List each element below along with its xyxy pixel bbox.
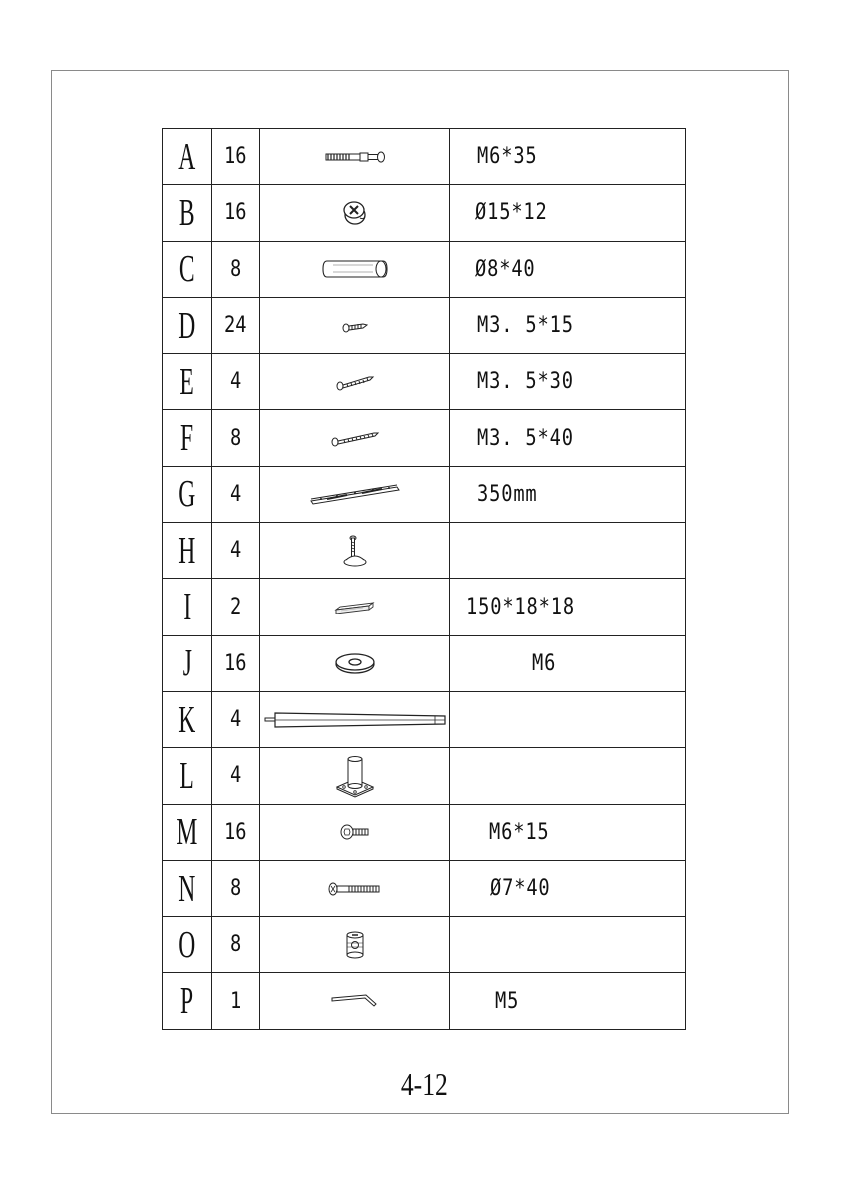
drawer-slide-icon [307,483,403,505]
part-quantity: 16 [224,650,247,676]
part-spec: M3. 5*30 [477,369,574,395]
part-letter: M [176,811,198,854]
leveling-foot-icon [340,534,370,568]
table-row [163,635,686,691]
washer-icon [333,651,377,675]
part-quantity: 16 [224,144,247,170]
part-letter: F [180,417,194,460]
part-quantity: 8 [229,876,242,901]
part-spec: M3. 5*40 [477,425,574,451]
table-row [163,804,686,860]
part-spec: Ø7*40 [490,876,551,901]
table-row [163,917,686,973]
part-quantity: 4 [229,481,242,507]
part-letter: K [178,698,196,741]
part-quantity: 24 [224,313,247,339]
part-quantity: 4 [229,763,242,789]
hex-socket-bolt-icon [339,823,371,841]
part-quantity: 2 [229,594,242,620]
part-spec: 150*18*18 [466,594,575,620]
table-row [163,466,686,522]
part-letter: O [178,923,196,966]
table-row [163,185,686,241]
part-letter: D [178,304,196,347]
part-spec: 350mm [477,481,538,507]
part-spec: M5 [495,988,520,1014]
long-screw-icon [330,429,380,447]
wooden-dowel-icon [319,257,391,281]
part-letter: E [179,360,195,403]
part-letter: B [179,191,195,234]
part-quantity: 16 [224,819,247,845]
part-quantity: 8 [229,256,242,282]
part-quantity: 8 [229,932,242,958]
table-row [163,691,686,747]
part-quantity: 8 [229,425,242,451]
part-quantity: 16 [224,200,247,226]
part-spec: M3. 5*15 [477,313,574,339]
tapered-leg-icon [263,710,447,730]
part-spec: M6 [532,650,557,676]
part-quantity: 4 [229,538,242,564]
table-row [163,579,686,635]
table-row [163,297,686,353]
connector-bolt-icon [327,881,383,897]
table-row [163,523,686,579]
part-letter: L [179,754,195,797]
table-row [163,860,686,916]
part-spec: Ø15*12 [475,200,548,226]
part-letter: G [178,473,196,516]
part-quantity: 1 [229,988,242,1014]
table-row [163,973,686,1029]
table-row [163,410,686,466]
part-quantity: 4 [229,707,242,733]
part-letter: C [179,248,195,291]
part-letter: I [183,586,191,629]
part-spec: M6*35 [477,144,538,170]
table-row [163,129,686,185]
part-letter: H [178,529,196,572]
part-letter: N [178,867,196,910]
table-row [163,241,686,297]
part-letter: A [178,135,196,178]
leg-mounting-plate-icon [333,754,377,798]
part-letter: J [182,642,192,685]
parts-list-table [162,128,686,1030]
short-screw-icon [341,319,369,333]
page-number: 4-12 [400,1066,448,1102]
part-letter: P [180,980,194,1023]
part-quantity: 4 [229,369,242,395]
allen-key-icon [328,990,382,1012]
cam-bolt-icon [320,149,390,165]
barrel-nut-icon [343,929,367,961]
wood-block-icon [333,600,377,614]
medium-screw-icon [335,373,375,391]
cam-lock-icon [340,198,370,228]
part-spec: M6*15 [489,819,550,845]
table-row [163,354,686,410]
table-row [163,748,686,804]
part-spec: Ø8*40 [475,256,536,282]
